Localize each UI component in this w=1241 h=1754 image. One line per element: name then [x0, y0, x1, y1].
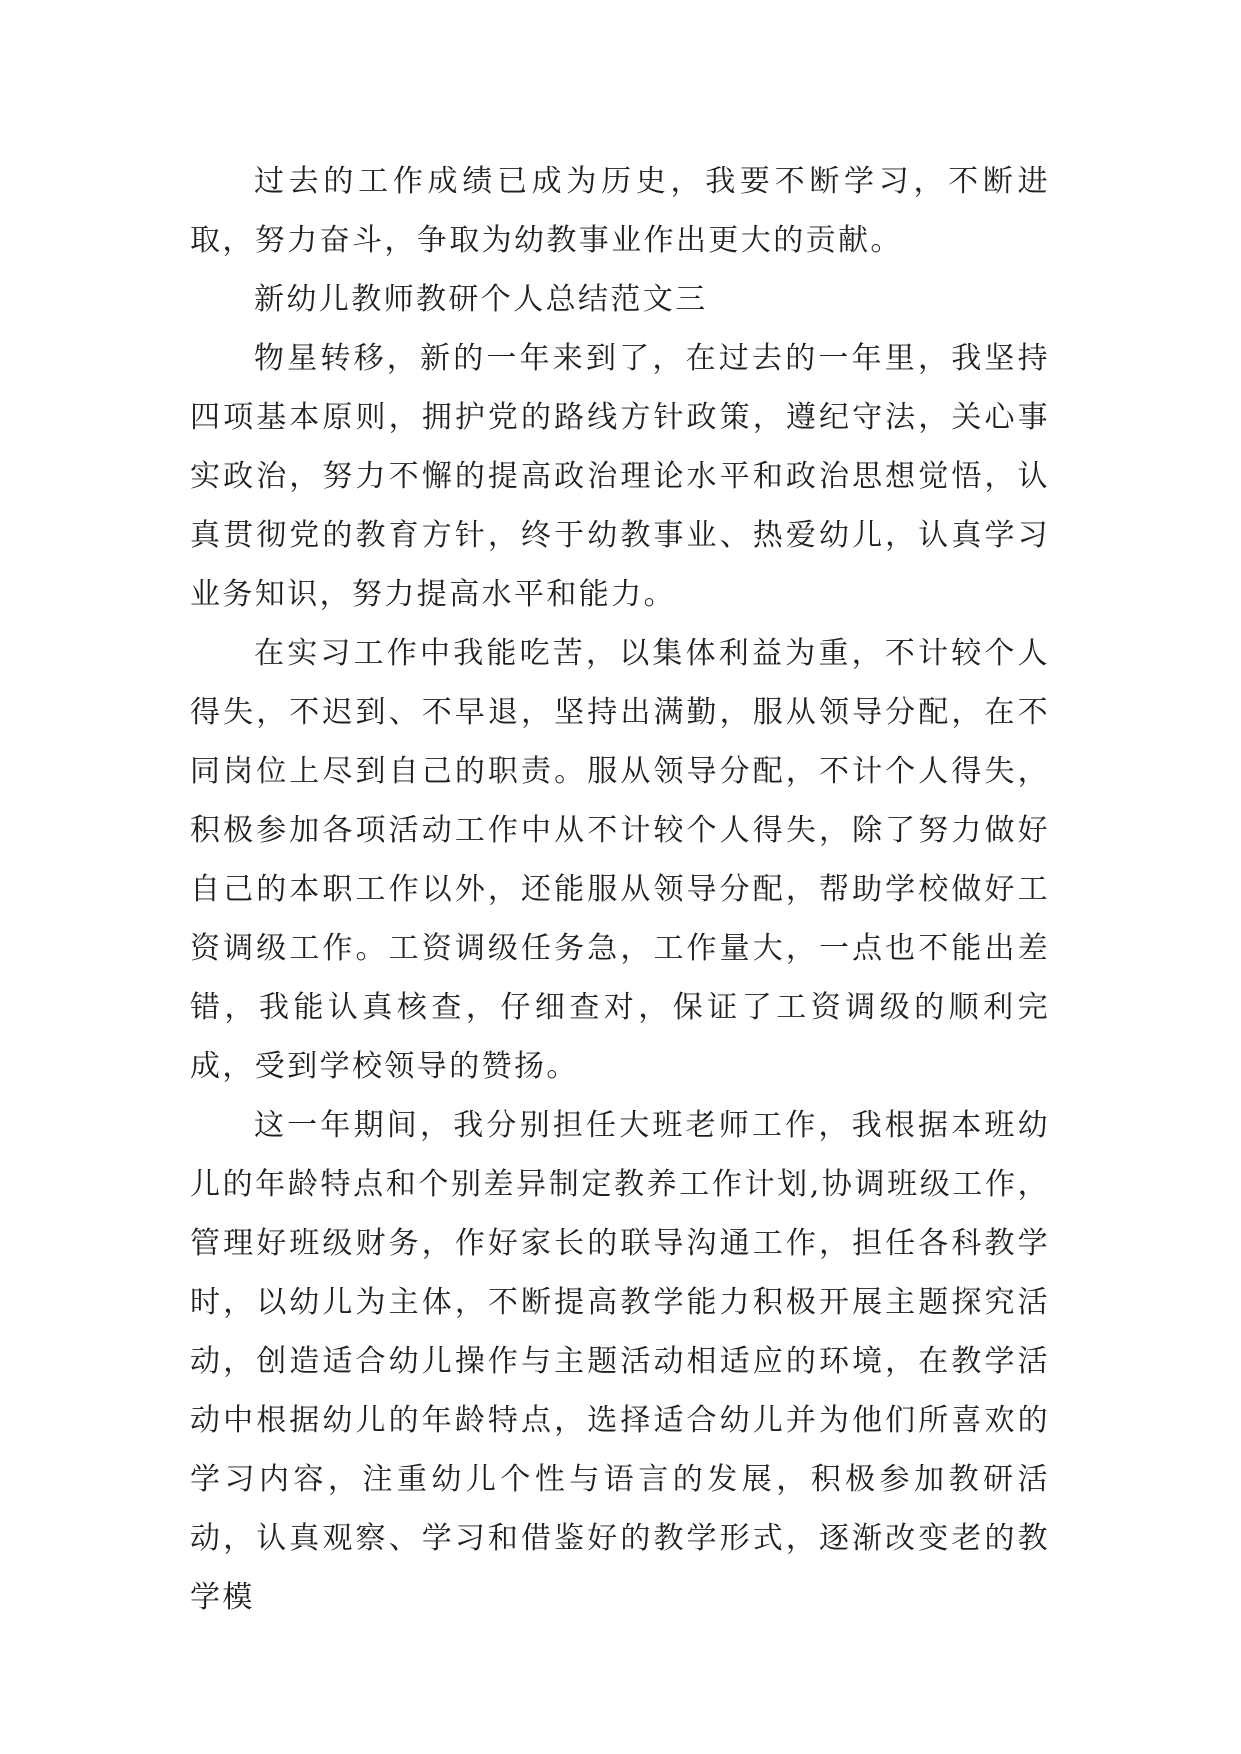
paragraph-closing: 过去的工作成绩已成为历史，我要不断学习，不断进取，努力奋斗，争取为幼教事业作出更大的贡献。 [190, 164, 1050, 258]
paragraph-work: 在实习工作中我能吃苦，以集体利益为重，不计较个人得失，不迟到、不早退，坚持出满勤，服从领导分配，在不同岗位上尽到自己的职责。服从领导分配，不计个人得失，积极参加各项活动工作中从不计较个人得失，除了努力做好自己的本职工作以外，还能服从领导分配，帮助学校做好工资调级工作。工资调级任务急，工作量大，一点也不能出差错，我能认真核查，仔细查对，保证了工资调级的顺利完成，受到学校领导的赞扬。 [190, 636, 1050, 1084]
section-heading: 新幼儿教师教研个人总结范文三 [254, 282, 708, 317]
paragraph-teaching: 这一年期间，我分别担任大班老师工作，我根据本班幼儿的年龄特点和个别差异制定教养工作计划,协调班级工作，管理好班级财务，作好家长的联导沟通工作，担任各科教学时，以幼儿为主体，不断提高教学能力积极开展主题探究活动，创造适合幼儿操作与主题活动相适应的环境，在教学活动中根据幼儿的年龄特点，选择适合幼儿并为他们所喜欢的学习内容，注重幼儿个性与语言的发展，积极参加教研活动，认真观察、学习和借鉴好的教学形式，逐渐改变老的教学模 [190, 1108, 1050, 1615]
paragraph-intro: 物星转移，新的一年来到了，在过去的一年里，我坚持四项基本原则，拥护党的路线方针政策，遵纪守法，关心事实政治，努力不懈的提高政治理论水平和政治思想觉悟，认真贯彻党的教育方针，终于幼教事业、热爱幼儿，认真学习业务知识，努力提高水平和能力。 [190, 341, 1050, 612]
document-body [190, 152, 1050, 1627]
